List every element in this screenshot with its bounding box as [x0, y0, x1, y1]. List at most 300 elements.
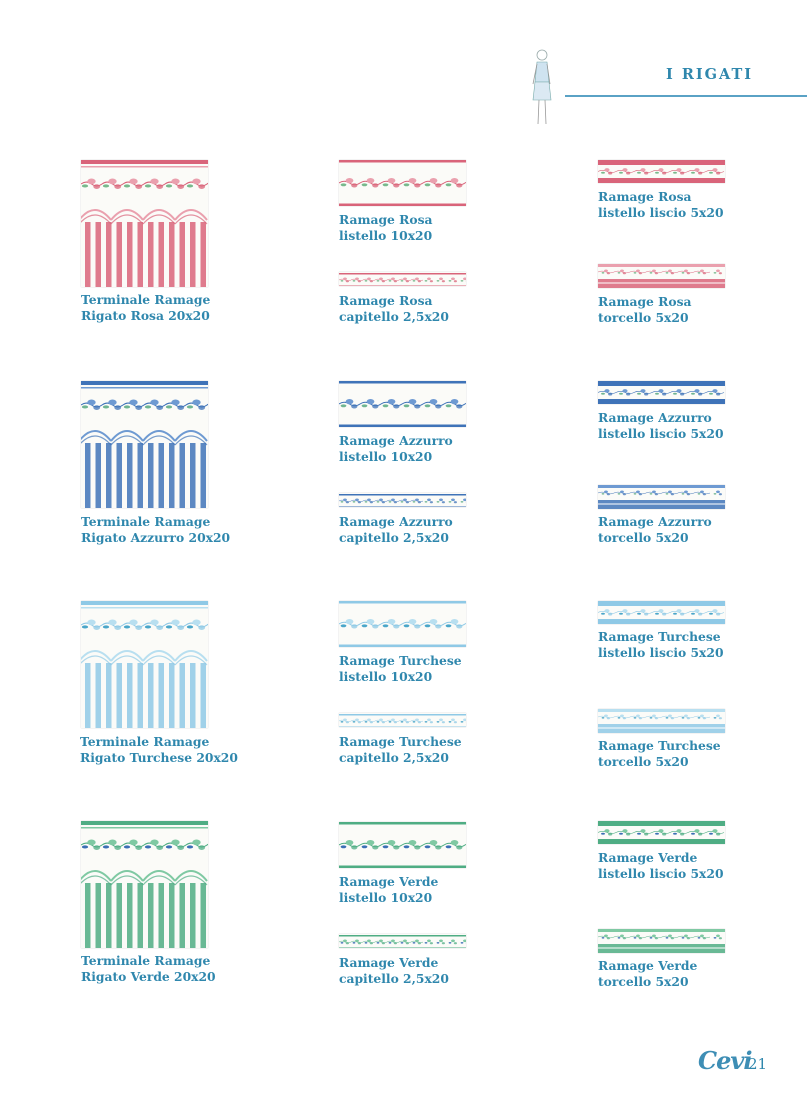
flower-icon	[626, 613, 630, 616]
flower-icon	[623, 493, 626, 495]
terminale-tile	[81, 601, 208, 728]
flower-icon	[394, 501, 397, 503]
flower-icon	[198, 184, 205, 189]
leaf-icon	[673, 172, 677, 174]
flower-icon	[418, 942, 421, 944]
leaf-icon	[341, 624, 347, 627]
flower-icon	[192, 620, 200, 626]
flower-icon	[604, 829, 609, 833]
flower-icon	[435, 183, 441, 187]
flower-icon	[129, 179, 137, 185]
leaf-icon	[666, 717, 669, 718]
leaf-icon	[383, 404, 389, 407]
flower-icon	[442, 501, 445, 503]
leaf-icon	[404, 183, 410, 186]
liscio-caption: Ramage Azzurro listello liscio 5x20	[598, 410, 724, 441]
flower-icon	[379, 277, 383, 280]
flower-icon	[367, 840, 375, 845]
flower-icon	[451, 399, 459, 404]
flower-icon	[662, 172, 666, 175]
flower-icon	[644, 172, 648, 175]
flower-icon	[87, 840, 95, 846]
flower-icon	[712, 168, 717, 172]
flower-icon	[684, 490, 688, 493]
flower-icon	[355, 498, 359, 501]
leaf-icon	[124, 625, 130, 628]
leaf-icon	[709, 393, 713, 395]
leaf-icon	[383, 624, 389, 627]
flower-icon	[427, 498, 431, 501]
flower-icon	[694, 168, 699, 172]
flower-icon	[442, 721, 445, 723]
flower-icon	[456, 624, 462, 628]
leaf-icon	[82, 845, 88, 848]
leaf-icon	[145, 405, 151, 408]
flower-icon	[430, 280, 433, 282]
flower-icon	[415, 277, 419, 280]
leaf-icon	[103, 184, 109, 187]
flower-icon	[87, 400, 95, 406]
flower-icon	[716, 613, 720, 616]
flower-icon	[716, 172, 720, 175]
leaf-icon	[341, 280, 344, 281]
leaf-icon	[691, 833, 695, 835]
leaf-icon	[698, 937, 701, 938]
leaf-icon	[377, 942, 380, 943]
flower-icon	[393, 845, 399, 849]
flower-icon	[640, 829, 645, 833]
flower-icon	[607, 493, 610, 495]
leaf-icon	[362, 624, 368, 627]
flower-icon	[684, 269, 688, 272]
leaf-icon	[673, 833, 677, 835]
leaf-icon	[634, 937, 637, 938]
flower-icon	[129, 620, 137, 626]
leaf-icon	[383, 183, 389, 186]
flower-icon	[716, 269, 720, 272]
flower-icon	[409, 178, 417, 183]
flower-icon	[687, 493, 690, 495]
leaf-icon	[682, 493, 685, 494]
flower-icon	[435, 624, 441, 628]
leaf-icon	[650, 272, 653, 273]
flower-icon	[698, 833, 702, 836]
flower-icon	[636, 490, 640, 493]
leaf-icon	[461, 942, 464, 943]
title-underline	[565, 95, 807, 97]
leaf-icon	[618, 493, 621, 494]
flower-icon	[346, 619, 354, 624]
flower-icon	[346, 399, 354, 404]
flower-icon	[680, 833, 684, 836]
flower-icon	[439, 939, 443, 942]
flower-icon	[719, 272, 722, 274]
flower-icon	[636, 714, 640, 717]
listello-tile	[339, 160, 466, 206]
flower-icon	[370, 721, 373, 723]
flower-icon	[700, 934, 704, 937]
flower-icon	[343, 277, 347, 280]
flower-icon	[655, 717, 658, 719]
flower-icon	[418, 501, 421, 503]
flower-icon	[415, 939, 419, 942]
flower-icon	[652, 714, 656, 717]
leaf-icon	[377, 501, 380, 502]
leaf-icon	[401, 721, 404, 722]
leaf-icon	[691, 613, 695, 615]
flower-icon	[652, 934, 656, 937]
leaf-icon	[389, 721, 392, 722]
flower-icon	[662, 833, 666, 836]
flower-icon	[87, 620, 95, 626]
flower-icon	[623, 272, 626, 274]
flower-icon	[623, 717, 626, 719]
leaf-icon	[145, 184, 151, 187]
terminale-caption: Terminale Ramage Rigato Verde 20x20	[81, 953, 216, 984]
flower-icon	[620, 269, 624, 272]
flower-icon	[644, 613, 648, 616]
flower-icon	[700, 269, 704, 272]
flower-icon	[698, 393, 702, 396]
flower-icon	[622, 829, 627, 833]
flower-icon	[379, 939, 383, 942]
flower-icon	[171, 179, 179, 185]
leaf-icon	[449, 501, 452, 502]
flower-icon	[135, 184, 142, 189]
flower-icon	[177, 405, 184, 410]
flower-icon	[463, 498, 466, 501]
flower-icon	[351, 845, 357, 849]
leaf-icon	[425, 845, 431, 848]
leaf-icon	[634, 493, 637, 494]
leaf-icon	[341, 501, 344, 502]
flower-icon	[652, 490, 656, 493]
flower-icon	[451, 718, 455, 721]
flower-icon	[372, 404, 378, 408]
leaf-icon	[655, 833, 659, 835]
leaf-icon	[377, 280, 380, 281]
capitello-caption: Ramage Azzurro capitello 2,5x20	[339, 514, 453, 545]
flower-icon	[358, 721, 361, 723]
leaf-icon	[461, 280, 464, 281]
flower-icon	[370, 501, 373, 503]
liscio-tile	[598, 381, 725, 404]
flower-icon	[703, 937, 706, 939]
flower-icon	[382, 942, 385, 944]
flower-icon	[355, 939, 359, 942]
leaf-icon	[365, 501, 368, 502]
flower-icon	[662, 613, 666, 616]
flower-icon	[668, 269, 672, 272]
flower-icon	[177, 845, 184, 850]
flower-icon	[640, 168, 645, 172]
flower-icon	[108, 840, 116, 846]
flower-icon	[639, 937, 642, 939]
flower-icon	[454, 721, 457, 723]
leaf-icon	[341, 183, 347, 186]
leaf-icon	[698, 717, 701, 718]
brand-logo: Cevi	[698, 1046, 752, 1075]
leaf-icon	[341, 942, 344, 943]
flower-icon	[451, 939, 455, 942]
leaf-icon	[602, 493, 605, 494]
leaf-icon	[145, 625, 151, 628]
torcello-tile	[598, 264, 725, 288]
flower-icon	[687, 937, 690, 939]
leaf-icon	[353, 501, 356, 502]
leaf-icon	[449, 280, 452, 281]
flower-icon	[608, 833, 612, 836]
flower-icon	[655, 272, 658, 274]
flower-icon	[427, 939, 431, 942]
flower-icon	[367, 939, 371, 942]
leaf-icon	[401, 280, 404, 281]
page-number: 21	[748, 1055, 768, 1073]
leaf-icon	[709, 613, 713, 615]
flower-icon	[388, 178, 396, 183]
leaf-icon	[389, 280, 392, 281]
capitello-tile	[339, 934, 466, 948]
capitello-tile	[339, 713, 466, 727]
flower-icon	[108, 179, 116, 185]
flower-icon	[435, 404, 441, 408]
flower-icon	[351, 404, 357, 408]
flower-icon	[623, 937, 626, 939]
leaf-icon	[682, 717, 685, 718]
leaf-icon	[637, 613, 641, 615]
leaf-icon	[618, 272, 621, 273]
leaf-icon	[425, 280, 428, 281]
flower-icon	[114, 845, 121, 850]
flower-icon	[644, 833, 648, 836]
flower-icon	[135, 405, 142, 410]
flower-icon	[394, 942, 397, 944]
flower-icon	[393, 624, 399, 628]
leaf-icon	[691, 172, 695, 174]
capitello-tile	[339, 493, 466, 507]
flower-icon	[343, 718, 347, 721]
flower-icon	[391, 498, 395, 501]
terminale-tile	[81, 821, 208, 948]
flower-icon	[114, 625, 121, 630]
flower-icon	[406, 501, 409, 503]
flower-icon	[639, 272, 642, 274]
flower-icon	[687, 717, 690, 719]
flower-icon	[355, 718, 359, 721]
flower-icon	[93, 625, 100, 630]
flower-icon	[451, 619, 459, 624]
flower-icon	[415, 718, 419, 721]
flower-icon	[703, 272, 706, 274]
flower-icon	[604, 269, 608, 272]
flower-icon	[150, 620, 158, 626]
leaf-icon	[362, 845, 368, 848]
flower-icon	[604, 609, 609, 613]
leaf-icon	[166, 184, 172, 187]
leaf-icon	[437, 942, 440, 943]
flower-icon	[622, 389, 627, 393]
leaf-icon	[425, 501, 428, 502]
leaf-icon	[404, 404, 410, 407]
flower-icon	[439, 718, 443, 721]
flower-icon	[716, 714, 720, 717]
flower-icon	[406, 721, 409, 723]
leaf-icon	[187, 845, 193, 848]
flower-icon	[700, 490, 704, 493]
leaf-icon	[666, 937, 669, 938]
flower-icon	[150, 400, 158, 406]
flower-icon	[414, 624, 420, 628]
leaf-icon	[437, 280, 440, 281]
flower-icon	[367, 718, 371, 721]
flower-icon	[372, 624, 378, 628]
flower-icon	[658, 168, 663, 172]
leaf-icon	[413, 942, 416, 943]
leaf-icon	[446, 183, 452, 186]
flower-icon	[135, 625, 142, 630]
flower-icon	[463, 939, 466, 942]
terminale-caption: Terminale Ramage Rigato Rosa 20x20	[81, 292, 211, 323]
flower-icon	[430, 619, 438, 624]
flower-icon	[382, 280, 385, 282]
leaf-icon	[425, 942, 428, 943]
flower-icon	[607, 272, 610, 274]
flower-icon	[719, 717, 722, 719]
listello-tile	[339, 381, 466, 427]
flower-icon	[719, 937, 722, 939]
leaf-icon	[187, 405, 193, 408]
flower-icon	[620, 490, 624, 493]
flower-icon	[622, 609, 627, 613]
flower-icon	[150, 840, 158, 846]
flower-icon	[454, 942, 457, 944]
flower-icon	[192, 400, 200, 406]
flower-icon	[355, 277, 359, 280]
leaf-icon	[461, 501, 464, 502]
leaf-icon	[124, 405, 130, 408]
leaf-icon	[619, 833, 623, 835]
flower-icon	[430, 840, 438, 845]
torcello-caption: Ramage Turchese torcello 5x20	[598, 738, 721, 769]
flower-icon	[639, 717, 642, 719]
fashion-figure-illustration	[524, 48, 560, 130]
flower-icon	[671, 493, 674, 495]
leaf-icon	[353, 280, 356, 281]
torcello-tile	[598, 929, 725, 953]
flower-icon	[439, 498, 443, 501]
capitello-caption: Ramage Verde capitello 2,5x20	[339, 955, 449, 986]
capitello-caption: Ramage Turchese capitello 2,5x20	[339, 734, 462, 765]
flower-icon	[451, 840, 459, 845]
flower-icon	[454, 280, 457, 282]
leaf-icon	[449, 942, 452, 943]
page-title: I RIGATI	[666, 66, 754, 83]
leaf-icon	[437, 501, 440, 502]
flower-icon	[439, 277, 443, 280]
flower-icon	[604, 490, 608, 493]
flower-icon	[456, 404, 462, 408]
flower-icon	[409, 619, 417, 624]
leaf-icon	[682, 272, 685, 273]
flower-icon	[671, 272, 674, 274]
flower-icon	[640, 389, 645, 393]
flower-icon	[391, 277, 395, 280]
flower-icon	[430, 399, 438, 404]
leaf-icon	[401, 942, 404, 943]
leaf-icon	[446, 404, 452, 407]
flower-icon	[346, 280, 349, 282]
flower-icon	[716, 393, 720, 396]
flower-icon	[684, 934, 688, 937]
leaf-icon	[709, 833, 713, 835]
flower-icon	[451, 178, 459, 183]
leaf-icon	[166, 845, 172, 848]
flower-icon	[676, 168, 681, 172]
flower-icon	[394, 721, 397, 723]
terminale-caption: Terminale Ramage Rigato Turchese 20x20	[80, 734, 238, 765]
flower-icon	[652, 269, 656, 272]
flower-icon	[636, 269, 640, 272]
flower-icon	[626, 833, 630, 836]
flower-icon	[358, 280, 361, 282]
leaf-icon	[618, 717, 621, 718]
flower-icon	[620, 714, 624, 717]
leaf-icon	[377, 721, 380, 722]
flower-icon	[622, 168, 627, 172]
flower-icon	[694, 609, 699, 613]
leaf-icon	[602, 937, 605, 938]
flower-icon	[698, 172, 702, 175]
flower-icon	[671, 937, 674, 939]
liscio-caption: Ramage Rosa listello liscio 5x20	[598, 189, 724, 220]
flower-icon	[427, 277, 431, 280]
flower-icon	[684, 714, 688, 717]
flower-icon	[430, 178, 438, 183]
leaf-icon	[425, 624, 431, 627]
torcello-tile	[598, 485, 725, 509]
flower-icon	[712, 389, 717, 393]
leaf-icon	[655, 613, 659, 615]
listello-caption: Ramage Turchese listello 10x20	[339, 653, 462, 684]
liscio-caption: Ramage Verde listello liscio 5x20	[598, 850, 724, 881]
flower-icon	[604, 389, 609, 393]
flower-icon	[719, 493, 722, 495]
liscio-caption: Ramage Turchese listello liscio 5x20	[598, 629, 724, 660]
flower-icon	[108, 400, 116, 406]
flower-icon	[636, 934, 640, 937]
leaf-icon	[446, 845, 452, 848]
leaf-icon	[673, 393, 677, 395]
leaf-icon	[637, 833, 641, 835]
flower-icon	[604, 168, 609, 172]
flower-icon	[379, 718, 383, 721]
listello-caption: Ramage Rosa listello 10x20	[339, 212, 433, 243]
flower-icon	[177, 625, 184, 630]
leaf-icon	[682, 937, 685, 938]
leaf-icon	[673, 613, 677, 615]
flower-icon	[379, 498, 383, 501]
flower-icon	[129, 840, 137, 846]
flower-icon	[680, 393, 684, 396]
flower-icon	[694, 389, 699, 393]
leaf-icon	[637, 393, 641, 395]
flower-icon	[680, 172, 684, 175]
leaf-icon	[425, 404, 431, 407]
leaf-icon	[383, 845, 389, 848]
leaf-icon	[82, 184, 88, 187]
flower-icon	[414, 183, 420, 187]
flower-icon	[703, 717, 706, 719]
